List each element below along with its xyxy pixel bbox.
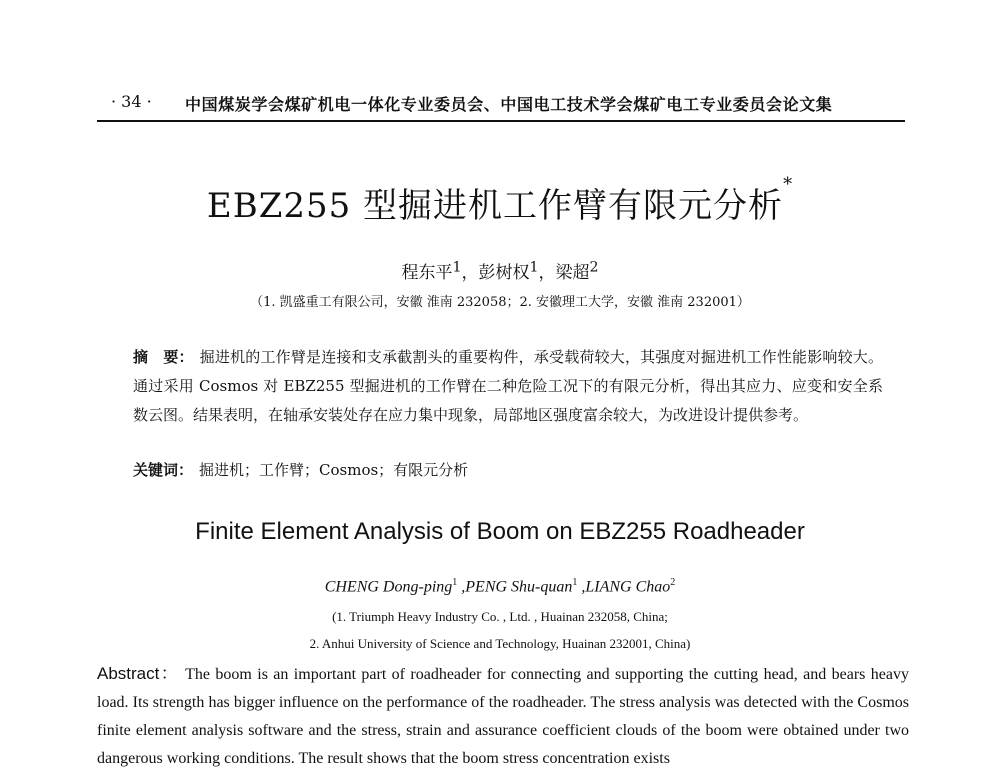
paper-title-cn [0, 174, 1000, 227]
author-en-name: LIANG Chao [585, 578, 671, 596]
author-sup: 1 [529, 259, 539, 276]
abstract-en-label: Abstract： [97, 664, 180, 683]
author-name: 梁超 [555, 263, 590, 283]
abstract-cn-label: 摘 要： [133, 348, 194, 366]
author-en-name: CHENG Dong-ping [324, 578, 453, 596]
author-en-separator: , [457, 578, 466, 596]
affiliation-en-line1: (1. Triumph Heavy Industry Co. , Ltd. , Huainan 232058, China; [332, 609, 668, 624]
paper-title-text: EBZ255 型掘进机工作臂有限元分析 [206, 186, 784, 226]
keywords-cn-text: 掘进机；工作臂；Cosmos；有限元分析 [199, 461, 469, 479]
abstract-cn [133, 343, 883, 430]
author-name: 彭树权 [478, 263, 530, 283]
author-en-sup: 1 [572, 577, 578, 588]
author-en-sup: 1 [452, 577, 458, 588]
author-separator: ， [461, 263, 479, 283]
author-separator: ， [538, 263, 556, 283]
author-en-name: PENG Shu-quan [465, 578, 573, 596]
paper-title-en: Finite Element Analysis of Boom on EBZ255 Roadheader [195, 518, 805, 545]
author-name: 程东平 [401, 263, 453, 283]
title-footnote-mark: * [783, 174, 794, 195]
journal-title: 中国煤炭学会煤矿机电一体化专业委员会、中国电工技术学会煤矿电工专业委员会论文集 [185, 95, 833, 114]
keywords-cn [133, 459, 883, 480]
affiliation-cn: （1. 凯盛重工有限公司，安徽 淮南 232058；2. 安徽理工大学，安徽 淮南 232001） [250, 295, 750, 310]
author-sup: 1 [452, 259, 462, 276]
header-rule [97, 120, 905, 122]
abstract-en-text: The boom is an important part of roadheader for connecting and supporting the cutting head, and bears heavy load. Its strength has bigger influence on the performance of the roadheader. The stress analysis was detected with the Cosmos finite element analysis software and the stress, strain and assurance coefficient clouds of the boom were obtained under two dangerous working conditions. The result shows that the boom stress concentration exists [97, 666, 909, 767]
author-en-sup: 2 [670, 577, 676, 588]
page-number: · 34 · [111, 92, 152, 111]
affiliation-en-line2: 2. Anhui University of Science and Technology, Huainan 232001, China) [309, 636, 691, 651]
author-sup: 2 [589, 259, 599, 276]
authors-cn [0, 258, 1000, 283]
running-header [97, 88, 905, 118]
abstract-cn-text: 掘进机的工作臂是连接和支承截割头的重要构件，承受载荷较大，其强度对掘进机工作性能影响较大。通过采用 Cosmos 对 EBZ255 型掘进机的工作臂在二种危险工况下的有限元分析，得出其应力、应变和安全系数云图。结果表明，在轴承安装处存在应力集中现象，局部地区强度富余较大，为改进设计提供参考。 [133, 348, 883, 424]
abstract-en [97, 660, 909, 773]
keywords-cn-label: 关键词： [133, 461, 194, 479]
author-en-separator: , [577, 578, 586, 596]
authors-en [0, 577, 1000, 596]
